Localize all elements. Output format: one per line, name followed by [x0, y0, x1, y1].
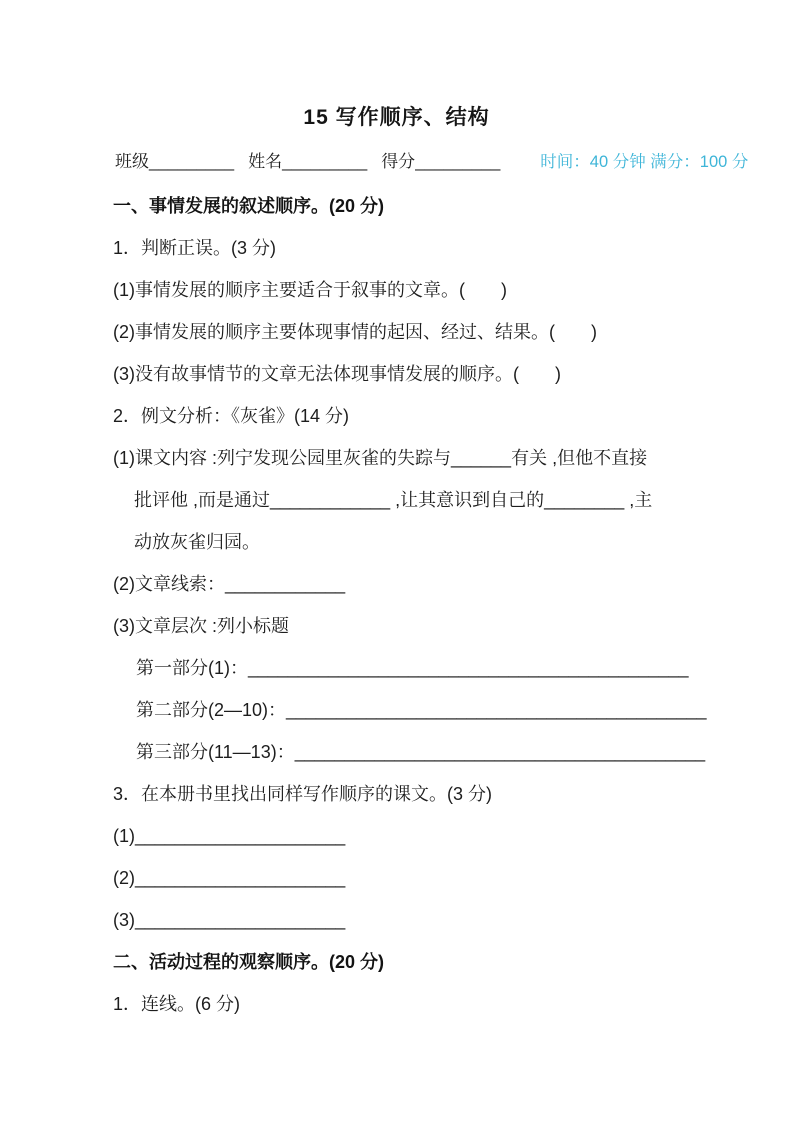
section-two-heading: 二、活动过程的观察顺序。(20 分) — [113, 952, 385, 972]
q3-heading: 3．在本册书里找出同样写作顺序的课文。(3 分) — [113, 784, 493, 804]
worksheet-body — [113, 194, 707, 1034]
q2-content-line-1: (1)课文内容 :列宁发现公园里灰雀的失踪与______有关 ,但他不直接 — [113, 448, 648, 468]
q1-item-2: (2)事情发展的顺序主要体现事情的起因、经过、结果。( ) — [113, 322, 597, 342]
q2-content-line-3: 动放灰雀归园。 — [134, 532, 260, 552]
q4-heading: 1．连线。(6 分) — [113, 994, 241, 1014]
q2-content-line-2: 批评他 ,而是通过____________ ,让其意识到自己的________ ,主 — [134, 490, 653, 510]
q3-blank-1: (1)_____________________ — [113, 826, 346, 846]
class-blank-line: _________ — [149, 152, 235, 171]
student-info-row — [115, 147, 749, 172]
q1-item-3: (3)没有故事情节的文章无法体现事情发展的顺序。( ) — [113, 364, 561, 384]
score-label: 得分 — [381, 152, 416, 171]
section-one-heading: 一、事情发展的叙述顺序。(20 分) — [113, 196, 385, 216]
q2-part-1-blank-line: 第一部分(1)：____________________________________________ — [136, 658, 689, 678]
score-blank-line: _________ — [415, 152, 501, 171]
q2-heading: 2．例文分析：《灰雀》(14 分) — [113, 406, 350, 426]
q1-heading: 1．判断正误。(3 分) — [113, 238, 277, 258]
q2-part-3-blank-line: 第三部分(11—13)：_________________________________________ — [136, 742, 706, 762]
time-score-info: 时间：40 分钟 满分：100 分 — [540, 153, 749, 171]
name-label: 姓名 — [248, 152, 283, 171]
q2-part-2-blank-line: 第二部分(2—10)：__________________________________________ — [136, 700, 707, 720]
q2-clue-line: (2)文章线索：____________ — [113, 574, 346, 594]
name-blank-line: _________ — [282, 152, 368, 171]
q1-item-1: (1)事情发展的顺序主要适合于叙事的文章。( ) — [113, 280, 507, 300]
q2-levels-line: (3)文章层次 :列小标题 — [113, 616, 290, 636]
page-title: 15 写作顺序、结构 — [303, 106, 490, 129]
class-label: 班级 — [115, 152, 149, 171]
q3-blank-3: (3)_____________________ — [113, 910, 346, 930]
q3-blank-2: (2)_____________________ — [113, 868, 346, 888]
